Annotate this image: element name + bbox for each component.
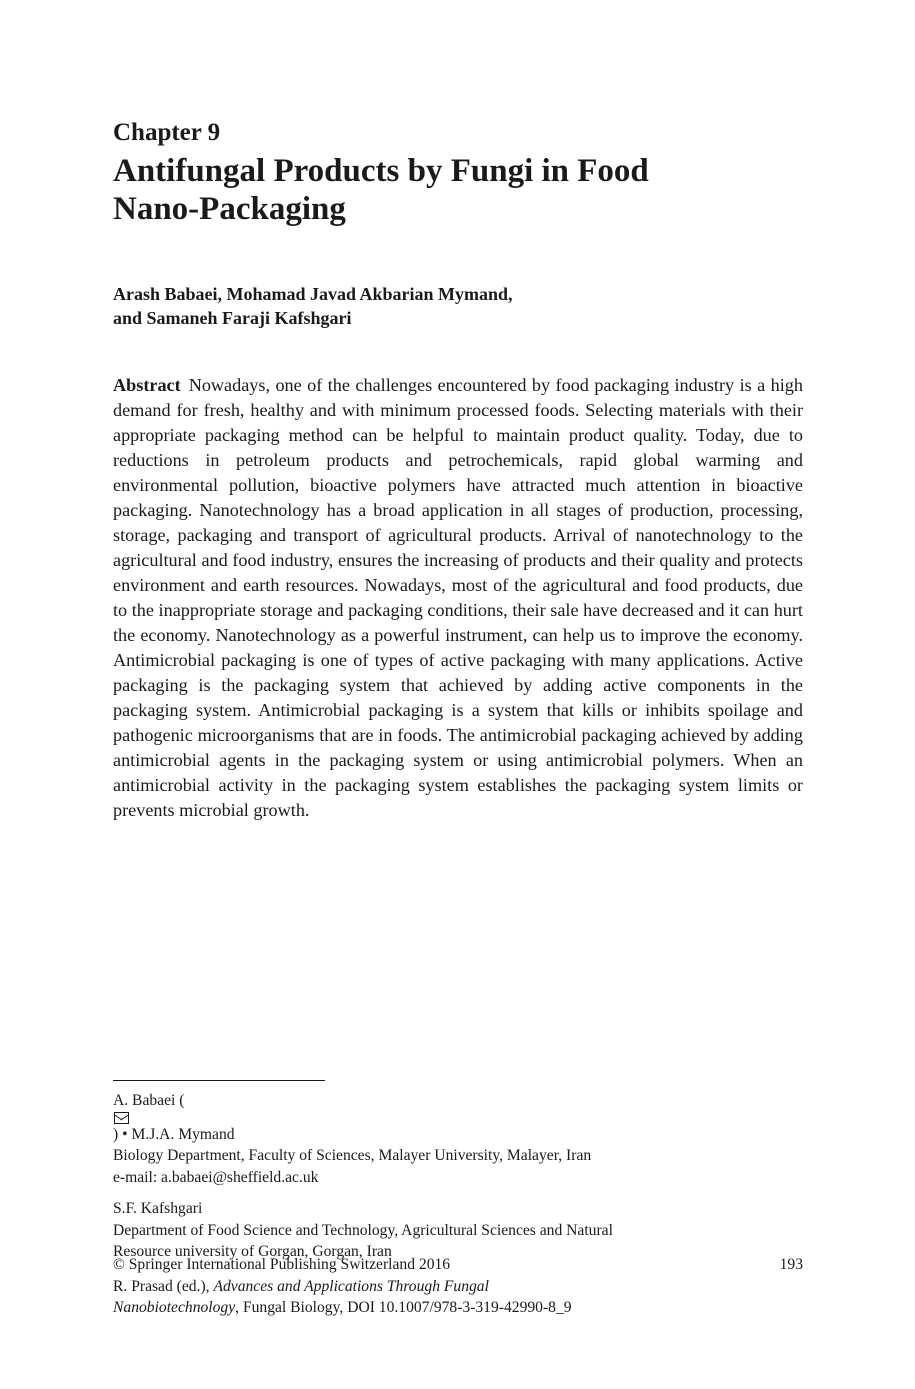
chapter-title: Antifungal Products by Fungi in Food Nano-Packaging xyxy=(113,153,649,227)
book-title-line-2: Nanobiotechnology xyxy=(113,1299,236,1316)
author-line-1: Arash Babaei, Mohamad Javad Akbarian Mymand, xyxy=(113,284,513,304)
affiliation-1-email[interactable]: e-mail: a.babaei@sheffield.ac.uk xyxy=(113,1168,319,1186)
footnote-divider xyxy=(113,1080,325,1081)
envelope-icon xyxy=(114,1112,129,1124)
citation-line-1 xyxy=(113,1276,803,1298)
affiliation-1-name-a: A. Babaei ( xyxy=(113,1092,185,1109)
page-number: 193 xyxy=(779,1256,803,1273)
affiliation-1-name-b: ) • M.J.A. Mymand xyxy=(113,1125,235,1143)
abstract xyxy=(113,373,803,823)
citation-editor: R. Prasad (ed.), xyxy=(113,1277,214,1295)
affiliation-2-dept-line-2: Resource university of Gorgan, Gorgan, Iran xyxy=(113,1243,392,1260)
affiliation-2 xyxy=(113,1198,803,1263)
affiliation-2-dept-line-1: Department of Food Science and Technology, Agricultural Sciences and Natural xyxy=(113,1221,613,1239)
author-line-2: and Samaneh Faraji Kafshgari xyxy=(113,308,352,328)
affiliation-1 xyxy=(113,1090,803,1188)
abstract-label: Abstract xyxy=(113,375,181,395)
affiliation-1-dept: Biology Department, Faculty of Sciences, Malayer University, Malayer, Iran xyxy=(113,1147,592,1164)
chapter-label: Chapter 9 xyxy=(113,119,221,146)
copyright-line: © Springer International Publishing Switzerland 2016 xyxy=(113,1256,451,1273)
book-title-line-1: Advances and Applications Through Fungal xyxy=(213,1277,489,1295)
citation-line-2 xyxy=(113,1297,803,1319)
affiliation-1-names xyxy=(113,1090,803,1145)
affiliation-footnotes xyxy=(113,1080,803,1273)
affiliation-2-name: S.F. Kafshgari xyxy=(113,1200,203,1217)
publication-footer xyxy=(113,1254,803,1319)
author-list xyxy=(113,282,803,330)
citation-series-doi[interactable]: , Fungal Biology, DOI 10.1007/978-3-319-42990-8_9 xyxy=(235,1299,572,1316)
abstract-text: Nowadays, one of the challenges encountered by food packaging industry is a high demand for fresh, healthy and with minimum processed foods. Selecting materials with their appropriate packaging method can be helpful to maintain product quality. Today, due to reductions in petroleum products and petrochemicals, rapid global warming and environmental pollution, bioactive polymers have attracted much attention in bioactive packaging. Nanotechnology has a broad application in all stages of production, processing, storage, packaging and transport of agricultural products. Arrival of nanotechnology to the agricultural and food industry, ensures the increasing of products and their quality and protects environment and earth resources. Nowadays, most of the agricultural and food products, due to the inappropriate storage and packaging conditions, their sale have decreased and it can hurt the economy. Nanotechnology as a powerful instrument, can help us to improve the economy. Antimicrobial packaging is one of types of active packaging with many applications. Active packaging is the packaging system that achieved by adding active components in the packaging system. Antimicrobial packaging is a system that kills or inhibits spoilage and pathogenic microorganisms that are in foods. The antimicrobial packaging achieved by adding antimicrobial agents in the packaging system or using antimicrobial polymers. When an antimicrobial activity in the packaging system establishes the packaging system limits or prevents microbial growth. xyxy=(113,375,803,820)
chapter-page xyxy=(113,118,803,841)
